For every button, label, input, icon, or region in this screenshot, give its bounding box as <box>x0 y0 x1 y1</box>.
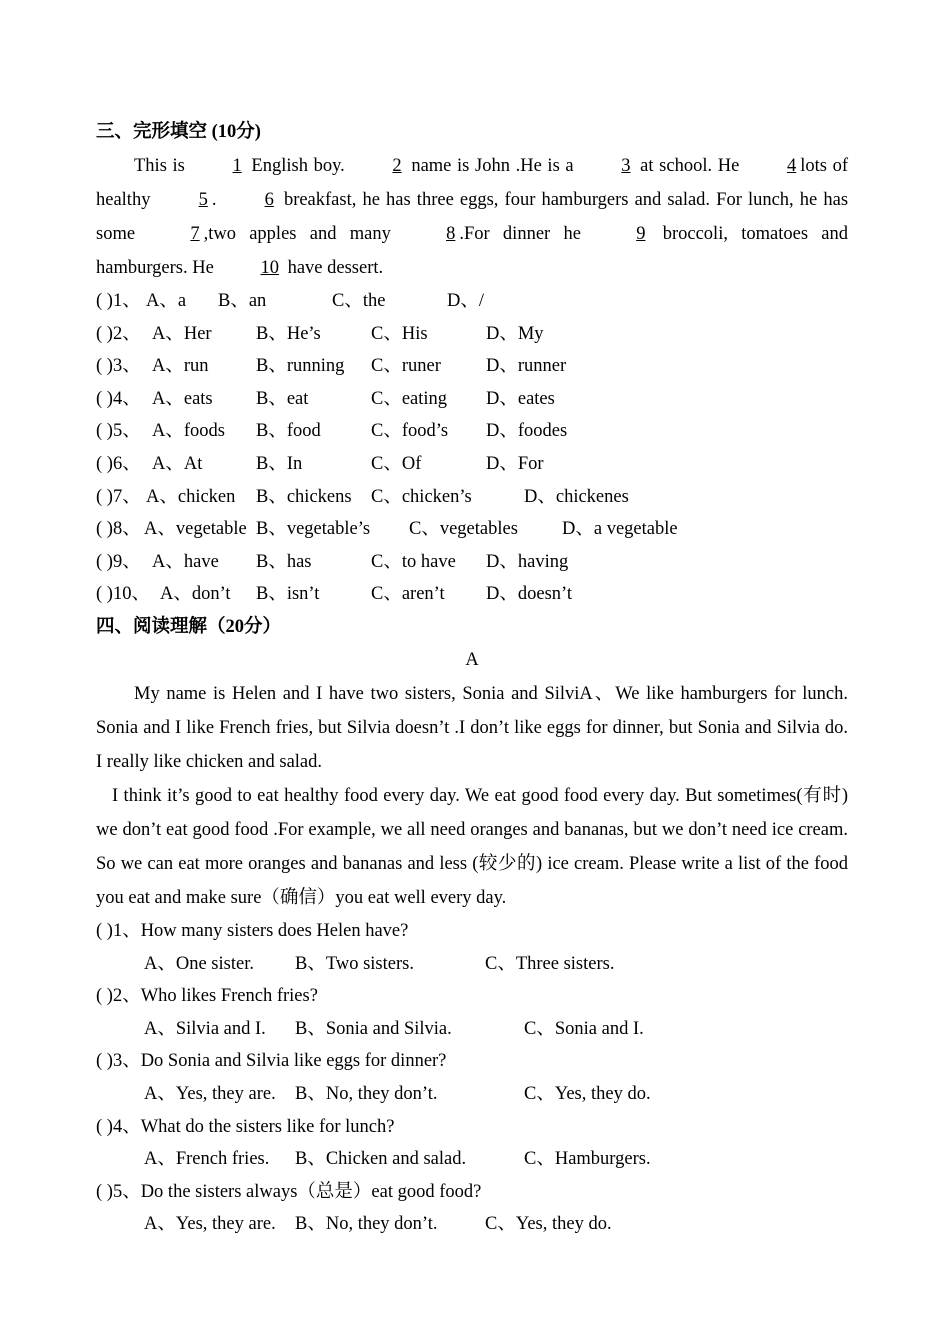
option-b: B、Sonia and Silvia. <box>295 1018 452 1039</box>
question-number: ( )8、 <box>96 519 141 540</box>
option-b: B、He’s <box>256 323 321 344</box>
reading-question <box>96 915 848 948</box>
blank-6: 6 <box>264 190 274 210</box>
passage-text: . <box>211 190 223 210</box>
cloze-question <box>96 448 848 481</box>
option-b: B、eat <box>256 388 309 409</box>
option-d: D、/ <box>447 291 485 311</box>
reading-options <box>96 1078 848 1111</box>
passage-text: breakfast, he has three eggs, four hamburgers and salad. For lunch, he has some <box>96 190 849 244</box>
option-a: A、Yes, they are. <box>144 1214 276 1235</box>
question-number: ( )10、 <box>96 584 150 605</box>
option-c: C、food’s <box>371 421 449 442</box>
reading-options <box>96 1143 848 1176</box>
option-c: C、chicken’s <box>371 486 472 507</box>
blank-7: 7 <box>190 224 200 244</box>
cloze-question <box>96 318 848 351</box>
option-d: D、foodes <box>486 421 568 442</box>
option-c: C、His <box>371 323 428 344</box>
cloze-question <box>96 383 848 416</box>
option-b: B、has <box>256 551 312 572</box>
blank-9: 9 <box>636 224 646 244</box>
option-b: B、vegetable’s <box>256 519 371 540</box>
passage-text: name is John .He is a <box>405 156 580 176</box>
exam-page <box>96 116 848 1241</box>
cloze-question <box>96 513 848 546</box>
option-a: A、French fries. <box>144 1149 270 1170</box>
question-number: ( )7、 <box>96 486 141 507</box>
cloze-question <box>96 350 848 383</box>
option-c: C、Of <box>371 453 422 474</box>
blank-3: 3 <box>621 156 631 176</box>
question-number: ( )3、 <box>96 356 141 377</box>
option-c: C、runer <box>371 356 441 377</box>
option-d: D、eates <box>486 388 555 409</box>
section4-title: 四、阅读理解（20分） <box>96 616 282 637</box>
option-b: B、In <box>256 453 303 474</box>
blank-1: 1 <box>232 156 242 176</box>
option-b: B、isn’t <box>256 584 320 605</box>
option-b: B、Chicken and salad. <box>295 1149 467 1170</box>
option-a: A、chicken <box>146 486 236 507</box>
option-c: C、Sonia and I. <box>524 1018 644 1039</box>
reading-question <box>96 1045 848 1078</box>
reading-paragraph-1: My name is Helen and I have two sisters, Sonia and SilviA、We like hamburgers for lunch. Sonia and I like French fries, but Silvia doesn’t .I don’t like eggs for dinner, but Sonia and Silvia do. I really like chicken and salad. <box>96 683 848 772</box>
option-b: B、No, they don’t. <box>295 1214 438 1235</box>
passage-label: A <box>465 649 479 670</box>
option-b: B、an <box>218 291 267 311</box>
cloze-question-list <box>96 285 848 611</box>
section3-title: 三、完形填空 (10分) <box>96 122 261 142</box>
option-a: A、At <box>152 453 203 474</box>
option-d: D、My <box>486 323 544 344</box>
option-c: C、Three sisters. <box>485 953 615 974</box>
blank-10: 10 <box>260 258 279 278</box>
option-d: D、chickenes <box>524 486 629 507</box>
question-number: ( )5、 <box>96 421 141 442</box>
option-a: A、Her <box>152 323 212 344</box>
reading-options <box>96 1013 848 1046</box>
passage-text: have dessert. <box>282 258 384 278</box>
passage-text: English boy. <box>245 156 351 176</box>
cloze-question <box>96 415 848 448</box>
option-d: D、runner <box>486 356 567 377</box>
option-b: B、No, they don’t. <box>295 1083 438 1104</box>
cloze-passage <box>96 149 848 285</box>
blank-8: 8 <box>446 224 456 244</box>
option-a: A、Silvia and I. <box>144 1018 266 1039</box>
reading-question <box>96 1111 848 1144</box>
option-c: C、vegetables <box>409 519 518 540</box>
option-b: B、running <box>256 356 345 377</box>
option-d: D、having <box>486 551 569 572</box>
reading-question <box>96 1176 848 1209</box>
reading-paragraph-2: I think it’s good to eat healthy food every day. We eat good food every day. But sometimes(有时) we don’t eat good food .For example, we all need oranges and bananas, but we don’t need ice cream. So we can eat more oranges and bananas and less (较少的) ice cream. Please write a list of the food you eat and make sure（确信）you eat well every day. <box>96 785 848 908</box>
reading-options <box>96 948 848 981</box>
question-number: ( )2、 <box>96 323 141 344</box>
passage-text: broccoli, tomatoes and hamburgers. He <box>96 224 848 278</box>
option-c: C、Hamburgers. <box>524 1149 651 1170</box>
option-c: C、Yes, they do. <box>485 1214 612 1235</box>
question-number: ( )6、 <box>96 453 141 474</box>
option-c: C、the <box>332 291 386 311</box>
question-text: ( )1、How many sisters does Helen have? <box>96 920 409 941</box>
question-number: ( )4、 <box>96 388 141 409</box>
option-a: A、One sister. <box>144 953 254 974</box>
option-a: A、foods <box>152 421 225 442</box>
option-a: A、have <box>152 551 219 572</box>
option-b: B、chickens <box>256 486 352 507</box>
question-number: ( )1、 <box>96 291 141 311</box>
option-a: A、vegetable <box>144 519 247 540</box>
question-text: ( )2、Who likes French fries? <box>96 986 318 1007</box>
option-a: A、run <box>152 356 209 377</box>
blank-2: 2 <box>392 156 402 176</box>
blank-5: 5 <box>198 190 208 210</box>
passage-text: lots of healthy <box>96 156 848 210</box>
question-number: ( )9、 <box>96 551 141 572</box>
question-text: ( )5、Do the sisters always（总是）eat good food? <box>96 1181 482 1202</box>
cloze-question <box>96 546 848 579</box>
option-d: D、For <box>486 453 544 474</box>
cloze-question <box>96 481 848 514</box>
cloze-question <box>96 285 848 318</box>
passage-text: This is <box>134 156 191 176</box>
option-c: C、to have <box>371 551 456 572</box>
option-c: C、aren’t <box>371 584 445 605</box>
passage-text: ,two apples and many <box>203 224 405 244</box>
option-b: B、food <box>256 421 321 442</box>
option-a: A、Yes, they are. <box>144 1083 276 1104</box>
option-a: A、don’t <box>160 584 231 605</box>
reading-options <box>96 1208 848 1241</box>
option-c: C、Yes, they do. <box>524 1083 651 1104</box>
blank-4: 4 <box>786 156 797 176</box>
reading-question <box>96 980 848 1013</box>
option-d: D、a vegetable <box>562 519 678 540</box>
option-b: B、Two sisters. <box>295 953 414 974</box>
option-d: D、doesn’t <box>486 584 572 605</box>
option-c: C、eating <box>371 388 448 409</box>
option-a: A、a <box>146 291 187 311</box>
cloze-question <box>96 578 848 611</box>
passage-text: at school. He <box>634 156 745 176</box>
passage-text: .For dinner he <box>459 224 595 244</box>
question-text: ( )3、Do Sonia and Silvia like eggs for dinner? <box>96 1051 447 1072</box>
reading-question-list <box>96 915 848 1241</box>
question-text: ( )4、What do the sisters like for lunch? <box>96 1116 395 1137</box>
option-a: A、eats <box>152 388 213 409</box>
